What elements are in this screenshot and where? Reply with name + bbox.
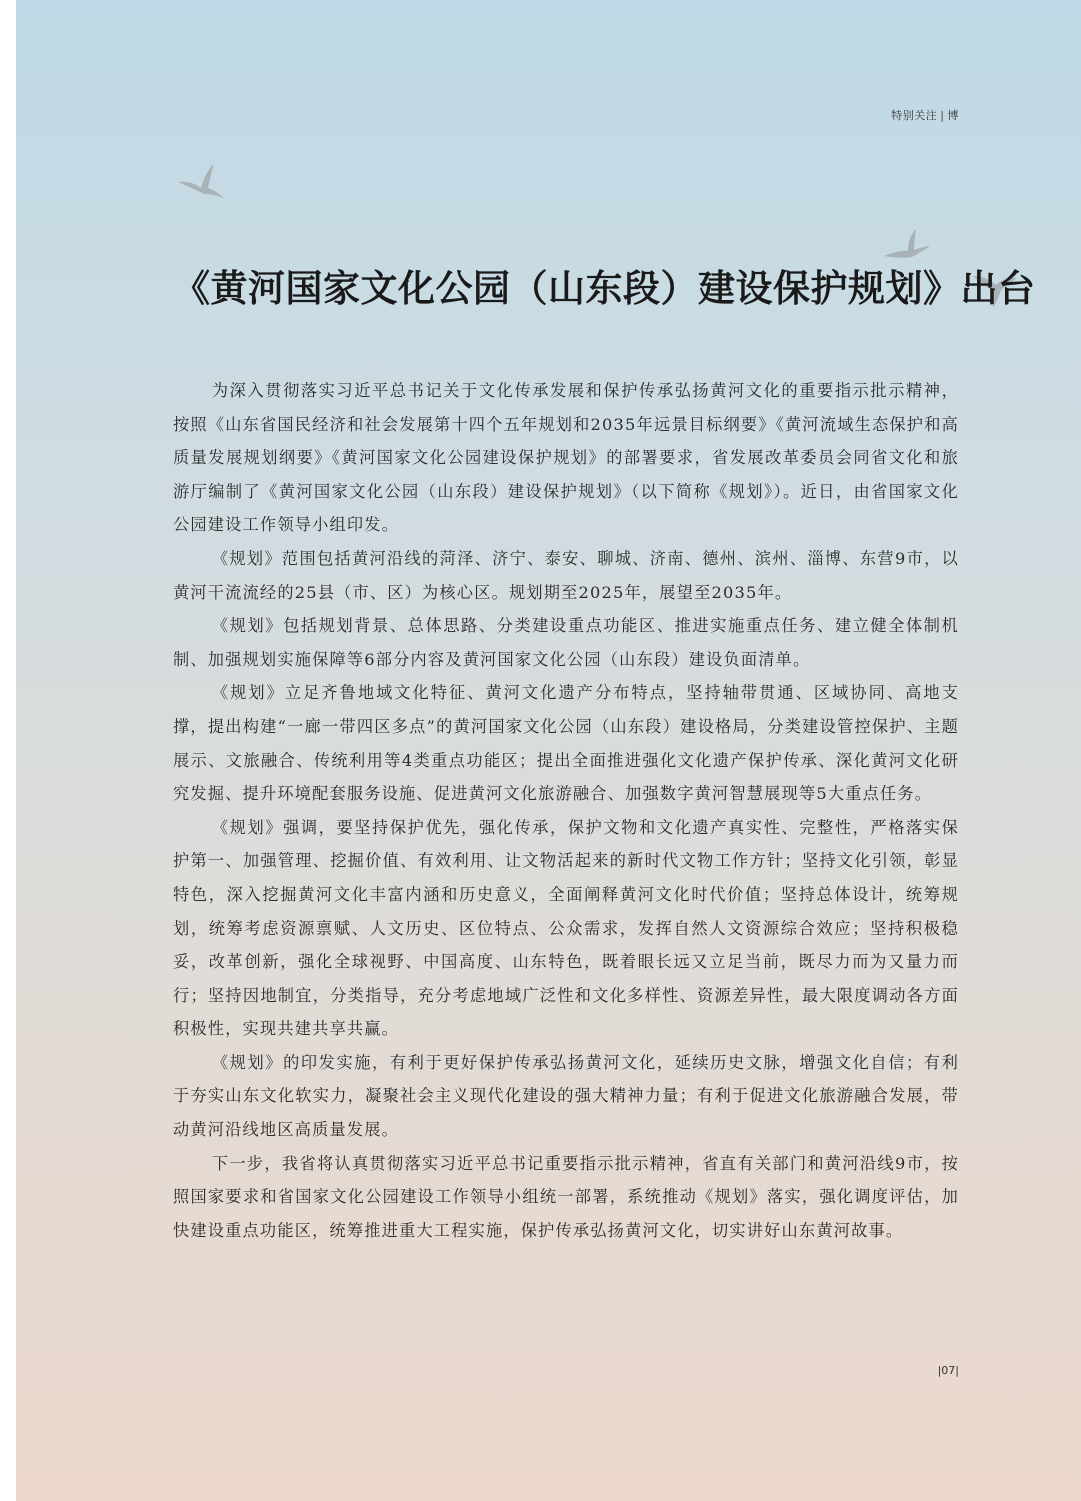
header-column: 博 <box>947 109 959 122</box>
page-number-value: 07 <box>941 1364 956 1377</box>
paragraph: 为深入贯彻落实习近平总书记关于文化传承发展和保护传承弘扬黄河文化的重要指示批示精神，按照《山东省国民经济和社会发展第十四个五年规划和2035年远景目标纲要》《黄河流域生态保护和高质量发展规划纲要》《黄河国家文化公园建设保护规划》的部署要求，省发展改革委员会同省文化和旅游厅编制了《黄河国家文化公园（山东段）建设保护规划》（以下简称《规划》）。近日，由省国家文化公园建设工作领导小组印发。 <box>173 381 959 535</box>
paragraph: 《规划》立足齐鲁地域文化特征、黄河文化遗产分布特点，坚持轴带贯通、区域协同、高地支撑，提出构建“一廊一带四区多点”的黄河国家文化公园（山东段）建设格局，分类建设管控保护、主题展示、文旅融合、传统利用等4类重点功能区；提出全面推进强化文化遗产保护传承、深化黄河文化研究发掘、提升环境配套服务设施、促进黄河文化旅游融合、加强数字黄河智慧展现等5大重点任务。 <box>173 683 959 804</box>
paragraph: 下一步，我省将认真贯彻落实习近平总书记重要指示批示精神，省直有关部门和黄河沿线9市，按照国家要求和省国家文化公园建设工作领导小组统一部署，系统推动《规划》落实，强化调度评估，加快建设重点功能区，统筹推进重大工程实施，保护传承弘扬黄河文化，切实讲好山东黄河故事。 <box>173 1153 959 1240</box>
page-number: |07| <box>937 1364 959 1377</box>
paragraph: 《规划》的印发实施，有利于更好保护传承弘扬黄河文化，延续历史文脉，增强文化自信；有利于夯实山东文化软实力，凝聚社会主义现代化建设的强大精神力量；有利于促进文化旅游融合发展，带动黄河沿线地区高质量发展。 <box>173 1052 959 1140</box>
article-title: 《黄河国家文化公园（山东段）建设保护规划》出台 <box>173 267 1036 310</box>
magazine-page <box>16 0 1081 1501</box>
header-separator: | <box>940 109 945 122</box>
article-body <box>173 374 959 1247</box>
bird-icon <box>174 160 226 200</box>
header-section: 特别关注 <box>891 109 938 122</box>
paragraph: 《规划》强调，要坚持保护优先，强化传承，保护文物和文化遗产真实性、完整性，严格落实保护第一、加强管理、挖掘价值、有效利用、让文物活起来的新时代文物工作方针；坚持文化引领，彰显特色，深入挖掘黄河文化丰富内涵和历史意义，全面阐释黄河文化时代价值；坚持总体设计，统筹规划，统筹考虑资源禀赋、人文历史、区位特点、公众需求，发挥自然人文资源综合效应；坚持积极稳妥，改革创新，强化全球视野、中国高度、山东特色，既着眼长远又立足当前，既尽力而为又量力而行；坚持因地制宜，分类指导，充分考虑地域广泛性和文化多样性、资源差异性，最大限度调动各方面积极性，实现共建共享共赢。 <box>173 817 959 1039</box>
running-header <box>891 107 959 123</box>
paragraph: 《规划》范围包括黄河沿线的菏泽、济宁、泰安、聊城、济南、德州、滨州、淄博、东营9市，以黄河干流流经的25县（市、区）为核心区。规划期至2025年，展望至2035年。 <box>173 548 959 602</box>
paragraph: 《规划》包括规划背景、总体思路、分类建设重点功能区、推进实施重点任务、建立健全体制机制、加强规划实施保障等6部分内容及黄河国家文化公园（山东段）建设负面清单。 <box>173 616 959 669</box>
